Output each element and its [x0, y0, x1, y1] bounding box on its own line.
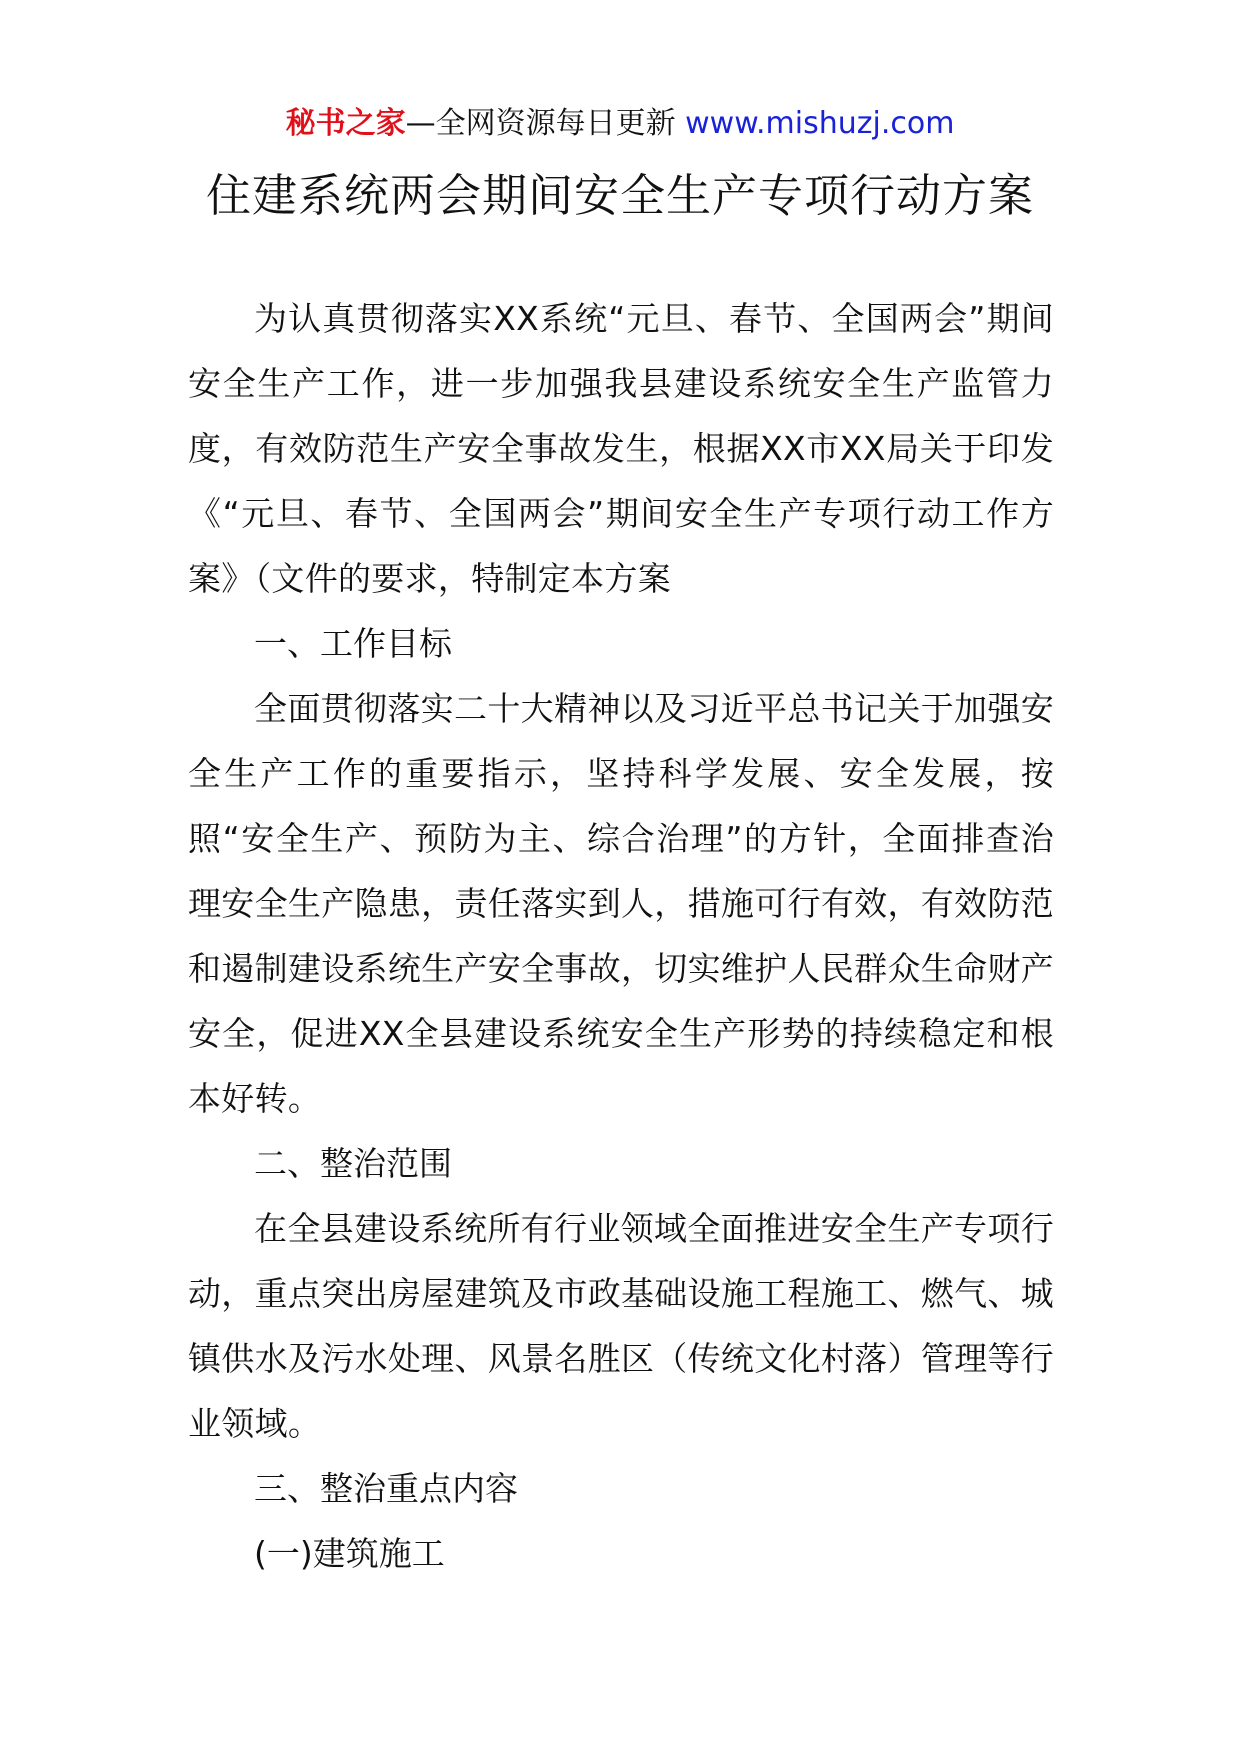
site-url-link[interactable]: www.mishuzj.com: [685, 106, 955, 141]
header-slogan: —全网资源每日更新: [405, 106, 676, 141]
scope-paragraph: 在全县建设系统所有行业领域全面推进安全生产专项行动，重点突出房屋建筑及市政基础设施工程施工、燃气、城镇供水及污水处理、风景名胜区（传统文化村落）管理等行业领域。: [188, 1209, 1054, 1443]
section-heading-key-content: 三、整治重点内容: [254, 1469, 518, 1508]
site-header: [0, 104, 1240, 144]
section-heading-goals: 一、工作目标: [254, 624, 452, 663]
goals-paragraph: 全面贯彻落实二十大精神以及习近平总书记关于加强安全生产工作的重要指示，坚持科学发展、安全发展，按照“安全生产、预防为主、综合治理”的方针，全面排查治理安全生产隐患，责任落实到人，措施可行有效，有效防范和遏制建设系统生产安全事故，切实维护人民群众生命财产安全，促进XX全县建设系统安全生产形势的持续稳定和根本好转。: [188, 689, 1054, 1118]
brand-name: 秘书之家: [285, 106, 406, 141]
document-title: 住建系统两会期间安全生产专项行动方案: [205, 169, 1034, 222]
subsection-heading-construction: (一)建筑施工: [254, 1534, 445, 1573]
intro-paragraph: 为认真贯彻落实XX系统“元旦、春节、全国两会”期间安全生产工作，进一步加强我县建设系统安全生产监管力度，有效防范生产安全事故发生，根据XX市XX局关于印发《“元旦、春节、全国两会”期间安全生产专项行动工作方案》（文件的要求，特制定本方案: [188, 299, 1054, 598]
document-body: [188, 286, 1054, 1586]
section-heading-scope: 二、整治范围: [254, 1144, 452, 1183]
